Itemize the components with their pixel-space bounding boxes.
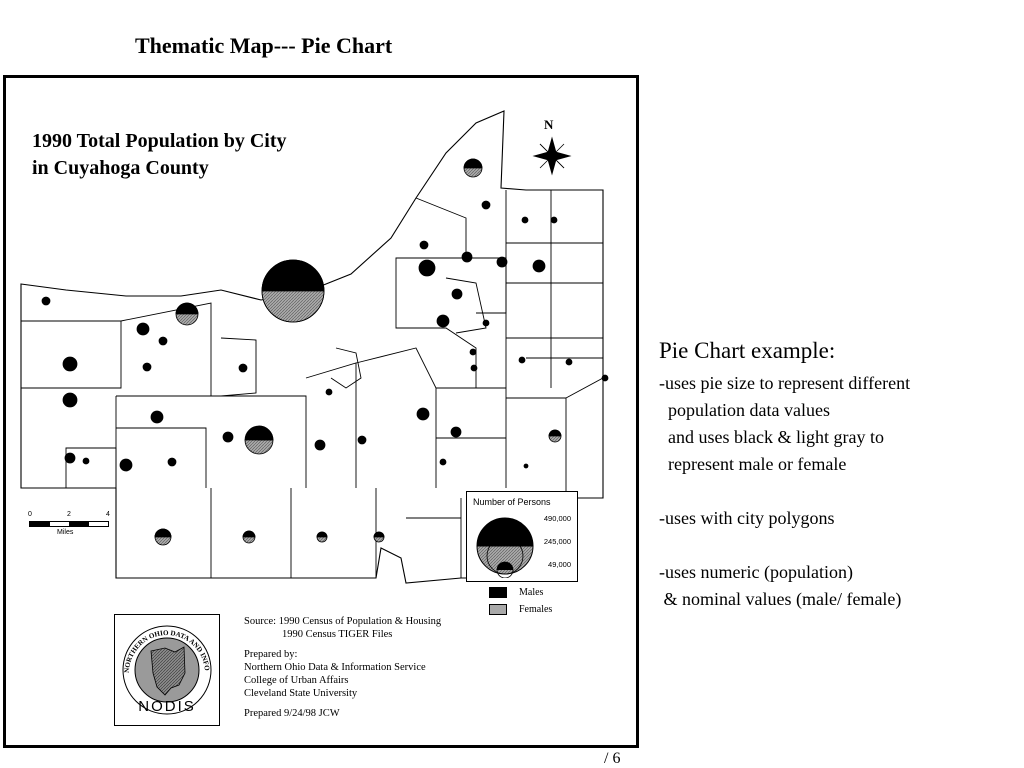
scale-tick-2: 2 [67,511,71,518]
notes-panel [659,337,910,613]
legend-value-small: 49,000 [548,560,571,569]
logo-acronym: NODIS [138,698,196,715]
scale-tick-4: 4 [106,511,110,518]
map-frame [3,75,639,748]
credits-source: Source: 1990 Census of Population & Housing [244,616,442,627]
pie-cleveland [262,260,324,322]
scale-bar-graphic [29,521,109,527]
females-swatch [489,604,507,615]
map-title-line1: 1990 Total Population by City [32,130,287,152]
nodis-logo [114,614,220,726]
notes-bullet1-line1: -uses pie size to represent different [659,373,911,393]
scale-unit: Miles [57,529,74,536]
logo-ring-text: NORTHERN OHIO DATA AND INFO [122,628,211,674]
pie-parma [245,426,273,454]
legend-box [466,491,578,582]
credits-org2: College of Urban Affairs [244,675,349,686]
legend-value-large: 490,000 [543,514,571,523]
credits-block [244,615,441,720]
credits-source2: 1990 Census TIGER Files [282,629,393,640]
nodis-seal-icon [115,615,219,725]
notes-heading: Pie Chart example: [659,338,836,363]
slide-title: Thematic Map--- Pie Chart [135,33,393,58]
females-label: Females [519,604,553,615]
credits-org3: Cleveland State University [244,688,358,699]
notes-bullet1-line2: population data values [659,400,830,420]
legend-title: Number of Persons [473,497,551,507]
credits-org1: Northern Ohio Data & Information Service [244,662,426,673]
notes-bullet1-line3: and uses black & light gray to [659,427,884,447]
map-title-line2: in Cuyahoga County [32,157,209,179]
north-label: N [544,117,554,132]
scale-tick-0: 0 [28,511,32,518]
males-label: Males [519,587,544,598]
males-swatch [489,587,507,598]
legend-key-males [489,587,543,598]
map-title [32,128,287,182]
north-arrow-icon [534,138,570,174]
notes-bullet3-line2: & nominal values (male/ female) [659,589,902,609]
notes-bullet1-line4: represent male or female [659,454,847,474]
page-mark: / 6 [604,750,621,767]
legend-key-females [489,604,552,615]
credits-date: Prepared 9/24/98 JCW [244,708,340,719]
pie-euclid [464,159,482,177]
notes-bullet2: -uses with city polygons [659,508,835,528]
legend-nested-circles [475,516,535,578]
notes-bullet3-line1: -uses numeric (population) [659,562,853,582]
pie-lakewood [176,303,198,325]
credits-prepared-by: Prepared by: [244,649,298,660]
city-pies [42,159,608,545]
legend-value-medium: 245,000 [543,537,571,546]
